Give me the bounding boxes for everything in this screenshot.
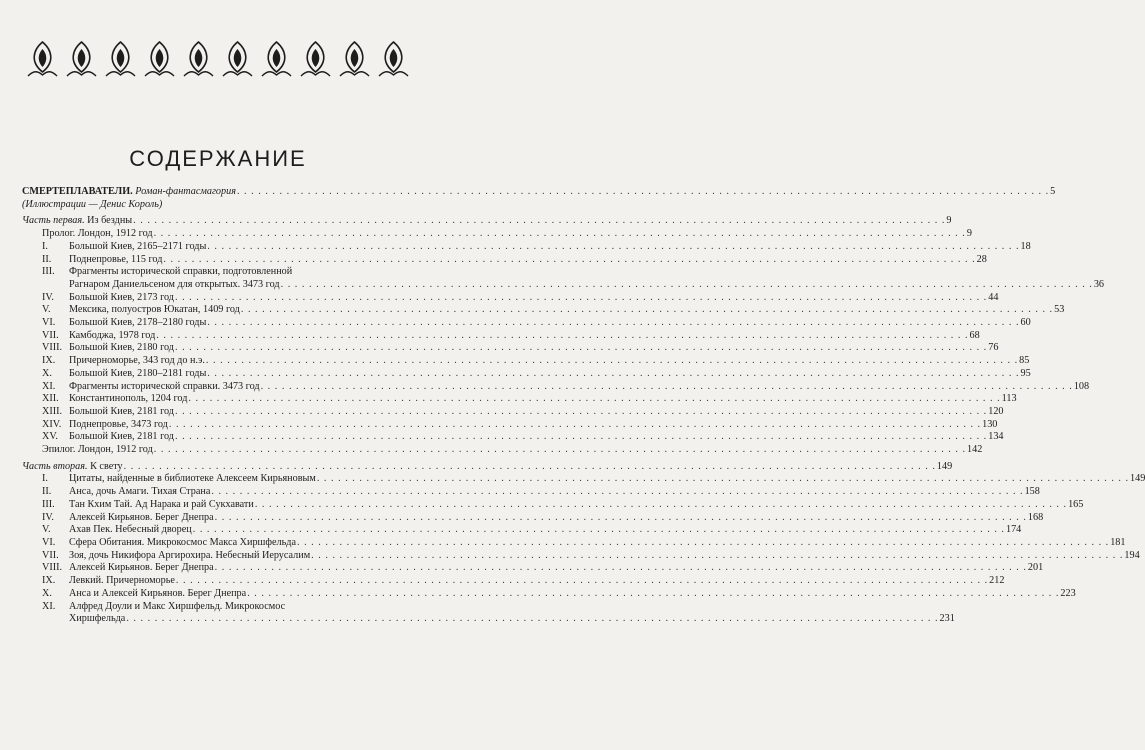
chapter-number: V. — [42, 524, 51, 536]
entry-text: Большой Киев, 2181 год — [69, 405, 174, 417]
page-number: 134 — [988, 431, 1004, 443]
chapter-number: II. — [42, 486, 52, 498]
page-number: 68 — [969, 329, 980, 341]
entry-text: Мексика, полуостров Юкатан, 1409 год — [69, 304, 240, 316]
page-number: 9 — [966, 228, 972, 240]
leaf-ornament-icon — [221, 40, 254, 78]
page-number: 168 — [1027, 511, 1044, 523]
toc-prologue — [22, 228, 972, 241]
page-number: 130 — [982, 418, 998, 430]
part-name: К свету — [90, 460, 123, 472]
toc-chapter-entry — [22, 473, 1145, 486]
chapter-number: I. — [42, 240, 48, 252]
entry-text: Левкий. Причерноморье — [69, 575, 175, 587]
entry-text: Алексей Кирьянов. Берег Днепра — [69, 562, 214, 574]
entry-text: Большой Киев, 2180–2181 годы — [69, 367, 207, 379]
toc-chapter-entry — [22, 562, 1044, 575]
toc-chapter-entry — [22, 393, 1017, 406]
page-number: 113 — [1001, 393, 1017, 405]
toc-chapter-continuation — [22, 613, 955, 626]
toc-chapter-entry — [22, 380, 1090, 394]
chapter-number: VIII. — [42, 562, 63, 574]
entry-text: Пролог. Лондон, 1912 год — [42, 228, 153, 240]
page-number: 5 — [1050, 186, 1056, 197]
toc-chapter-entry — [22, 418, 998, 432]
page-number: 158 — [1024, 486, 1040, 498]
part1-chapter-list — [22, 240, 1105, 444]
toc-chapter-entry — [22, 342, 999, 355]
page-number: 201 — [1027, 562, 1044, 574]
entry-text: Причерноморье, 343 год до н.э. — [69, 355, 205, 367]
chapter-number: III. — [42, 266, 55, 278]
chapter-number: XII. — [42, 393, 59, 405]
toc-book-entry — [22, 186, 1056, 199]
toc-epilogue — [22, 444, 983, 457]
page-number: 174 — [1005, 524, 1022, 536]
toc-chapter-entry — [22, 498, 1084, 512]
leaf-ornament-icon — [104, 40, 137, 78]
page-number: 142 — [967, 444, 983, 456]
entry-text: Большой Киев, 2173 год — [69, 291, 174, 303]
page-number: 120 — [988, 405, 1004, 417]
toc-chapter-entry — [22, 431, 1004, 444]
page-number: 231 — [939, 613, 955, 625]
toc-chapter-entry — [22, 511, 1044, 525]
leaf-ornament-icon — [182, 40, 215, 78]
toc-part-heading — [22, 215, 952, 228]
toc-chapter-entry — [22, 486, 1040, 499]
toc-chapter-entry — [22, 367, 1031, 381]
toc-chapter-entry — [22, 405, 1004, 419]
chapter-number: X. — [42, 367, 52, 379]
page-number: 44 — [988, 291, 999, 303]
toc-chapter-entry — [22, 549, 1140, 563]
page-number: 223 — [1060, 587, 1076, 599]
leaf-ornament-icon — [143, 40, 176, 78]
toc-chapter-entry — [22, 291, 999, 305]
toc-chapter-entry — [22, 524, 1022, 537]
entry-text-continued: Хиршфельда — [69, 613, 126, 625]
toc-chapter-entry — [22, 304, 1065, 317]
book-name: СМЕРТЕПЛАВАТЕЛИ. — [22, 186, 133, 197]
part2-chapter-list — [22, 473, 1145, 625]
toc-chapter-entry — [22, 536, 1126, 550]
page-number: 85 — [1019, 355, 1030, 367]
chapter-number: VIII. — [42, 342, 63, 354]
toc-chapter-continuation — [22, 278, 1105, 292]
page-number: 165 — [1068, 498, 1084, 510]
chapter-number: IV. — [42, 291, 54, 303]
entry-text: Тан Кхим Тай. Ад Нарака и рай Сукхавати — [69, 498, 254, 510]
header-ornament — [0, 40, 436, 80]
table-of-contents — [22, 186, 1145, 626]
page-number: 53 — [1054, 304, 1065, 316]
toc-part-heading — [22, 460, 953, 474]
entry-text: Эпилог. Лондон, 1912 год — [42, 444, 153, 456]
entry-text: Поднепровье, 115 год — [69, 253, 163, 265]
page-number: 60 — [1020, 317, 1031, 329]
chapter-number: IX. — [42, 355, 56, 367]
chapter-number: V. — [42, 304, 51, 316]
entry-text: Большой Киев, 2180 год — [69, 342, 174, 354]
page-number: 28 — [976, 253, 987, 265]
entry-text: Камбоджа, 1978 год — [69, 329, 156, 341]
entry-text: Алексей Кирьянов. Берег Днепра — [69, 511, 214, 523]
page-number: 194 — [1124, 549, 1140, 561]
toc-chapter-entry — [22, 587, 1076, 601]
leaf-ornament-icon — [65, 40, 98, 78]
toc-chapter-entry — [22, 601, 414, 614]
page-number: 149 — [936, 460, 953, 472]
entry-text: Фрагменты исторической справки. 3473 год — [69, 380, 260, 392]
entry-text: Фрагменты исторической справки, подготовленной — [69, 266, 293, 278]
chapter-number: VI. — [42, 317, 56, 329]
entry-text-continued: Рагнаром Даниельсеном для открытых. 3473 год — [69, 278, 280, 290]
page-number: 181 — [1110, 536, 1126, 548]
entry-text: Зоя, дочь Никифора Аргирохира. Небесный Иерусалим — [69, 549, 311, 561]
entry-text: Большой Киев, 2165–2171 годы — [69, 240, 207, 252]
page-number: 18 — [1020, 240, 1031, 252]
entry-text: Большой Киев, 2181 год — [69, 431, 174, 443]
toc-chapter-entry — [22, 575, 1005, 588]
illustrations-credit: (Иллюстрации — Денис Король) — [22, 198, 163, 210]
chapter-number: IV. — [42, 511, 54, 523]
leaf-ornament-icon — [377, 40, 410, 78]
toc-chapter-entry — [22, 253, 987, 267]
entry-text: Большой Киев, 2178–2180 годы — [69, 317, 207, 329]
entry-text: Поднепровье, 3473 год — [69, 418, 168, 430]
toc-chapter-entry — [22, 355, 1030, 368]
part-name: Из бездны — [87, 215, 133, 227]
entry-text: Анса, дочь Амаги. Тихая Страна — [69, 486, 211, 498]
entry-text: Ахав Пек. Небесный дворец — [69, 524, 192, 536]
chapter-number: XIII. — [42, 405, 63, 417]
chapter-number: X. — [42, 587, 52, 599]
toc-chapter-entry — [22, 317, 1031, 330]
toc-chapter-entry — [22, 329, 980, 343]
chapter-number: XI. — [42, 600, 56, 612]
chapter-number: III. — [42, 498, 55, 510]
chapter-number: VII. — [42, 329, 59, 341]
page-number: 212 — [989, 575, 1005, 587]
entry-text: Анса и Алексей Кирьянов. Берег Днепра — [69, 587, 247, 599]
page-number: 108 — [1073, 380, 1090, 392]
chapter-number: VI. — [42, 536, 56, 548]
page-number: 149 — [1130, 473, 1145, 485]
book-genre: Роман-фантасмагория — [135, 186, 236, 197]
chapter-number: I. — [42, 473, 48, 485]
chapter-number: XV. — [42, 431, 58, 443]
entry-text: Цитаты, найденные в библиотеке Алексеем Кирьяновым — [69, 473, 316, 485]
chapter-number: IX. — [42, 575, 56, 587]
page-number: 95 — [1020, 367, 1031, 379]
chapter-number: II. — [42, 253, 52, 265]
leaf-ornament-icon — [338, 40, 371, 78]
entry-text: Алфред Доули и Макс Хиршфельд. Микрокосмос — [69, 600, 286, 612]
page-number: 36 — [1093, 278, 1105, 290]
toc-chapter-entry — [22, 266, 414, 279]
page-number: 76 — [988, 342, 999, 354]
entry-text: Сфера Обитания. Микрокосмос Макса Хиршфельда — [69, 536, 296, 548]
leaf-ornament-icon — [299, 40, 332, 78]
page-number: 9 — [946, 215, 952, 227]
chapter-number: VII. — [42, 549, 59, 561]
entry-text: Константинополь, 1204 год — [69, 393, 188, 405]
toc-chapter-entry — [22, 240, 1031, 254]
page-title: СОДЕРЖАНИЕ — [129, 146, 307, 171]
chapter-number: XI. — [42, 380, 56, 392]
part-label: Часть вторая. — [22, 460, 88, 472]
chapter-number: XIV. — [42, 418, 62, 430]
leaf-ornament-icon — [260, 40, 293, 78]
part-label: Часть первая. — [22, 215, 85, 227]
leaf-ornament-icon — [26, 40, 59, 78]
